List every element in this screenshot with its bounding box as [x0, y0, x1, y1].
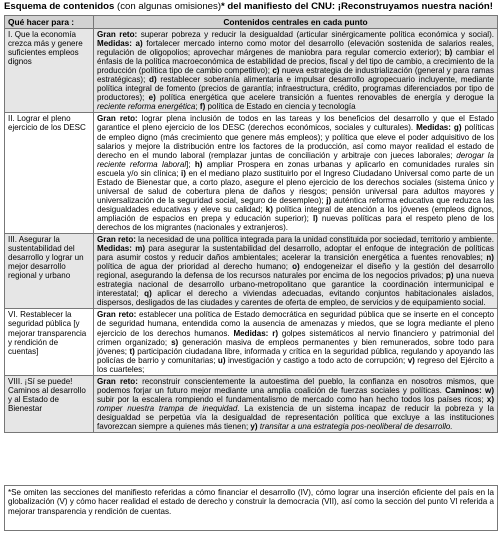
content-text-run: regreso del Ejército a los cuarteles;: [97, 355, 494, 374]
content-bold-run: s): [171, 337, 183, 347]
content-bold-run: v): [407, 355, 418, 365]
content-text-run: lograr plena inclusión de todos en las tareas y los beneficios del desarrollo y que el Estado garantice el pleno ejercicio de los DESC (derechos económicos, sociales y culturales).: [97, 114, 494, 133]
content-bold-run: Gran reto:: [97, 376, 143, 386]
content-bold-run: l): [312, 213, 322, 223]
content-text-run: generación masiva de empleos permanentes y bien remunerados, sobre todo para jóvenes;: [97, 337, 494, 356]
content-bold-run: c): [272, 66, 282, 76]
row-topic: II. Lograr el pleno ejercicio de los DESC: [5, 113, 94, 234]
content-text-run: política de agua der prioridad al derecho humano;: [97, 262, 293, 272]
title-bold-start: Esquema de contenidos: [4, 1, 115, 12]
content-bold-run: y): [250, 421, 260, 431]
content-bold-run: i): [181, 168, 189, 178]
content-text-run: una nueva estrategia nacional de desarrollo urbano-metropolitano que garantice la coordinación intermunicipal e interestatal;: [97, 271, 494, 299]
content-text-run: investigación y castigo a todo acto de corrupción;: [227, 355, 408, 365]
row-content: [94, 234, 498, 309]
content-bold-run: Gran reto:: [97, 310, 139, 320]
content-text-run: establecer una política de Estado democrática en seguridad pública que se inserte en el concepto de seguridad humana, entendida como la ausencia de amenazas y miedos, que se logra mediante el pleno ejercicio de los derechos humanos.: [97, 310, 494, 338]
table-header-row: [5, 16, 498, 29]
content-italic-run: romper nuestra trampa de inequidad: [97, 403, 238, 413]
footnote: *Se omiten las secciones del manifiesto referidas a cómo financiar el desarrollo (IV), cómo lograr una inserción eficiente del país en la globalización (V) y cómo hacer realidad el estado de derecho y construir la democracia (VII), así como la sección del punto VI referida a mejorar transparencia y rendición de cuentas.: [4, 485, 498, 531]
content-bold-run: Gran reto:: [97, 114, 142, 124]
content-text-run: fortalecer mercado interno como motor del desarrollo (elevación sostenida de salarios reales, regulación de oligopolios; aprovechar márgenes de maniobra para regular comercio exterior);: [97, 39, 494, 58]
content-text-run: ];: [186, 159, 195, 169]
content-bold-run: Medidas: a): [97, 39, 147, 49]
content-bold-run: Caminos: w): [445, 385, 494, 395]
content-bold-run: f): [199, 102, 208, 112]
content-bold-run: n): [486, 253, 494, 263]
content-bold-run: Medidas: m): [97, 244, 149, 254]
content-text-run: participación ciudadana libre, informada y crítica en la seguridad pública, regulando y apoyando las policías de barrio y comunitarias;: [97, 346, 494, 365]
content-text-run: política de Estado en ciencia y tecnología: [207, 102, 356, 112]
content-bold-run: Gran reto:: [97, 235, 139, 245]
content-text-run: restablecer soberanía alimentaria e impulsar desarrollo agropecuario incluyente, mediante política integral de fomento (precios de garantía; infraestructura, crédito, programas diferenciados por tipo de productores);: [97, 75, 494, 103]
table-row: [5, 309, 498, 375]
content-text-run: aplicar el derecho a viviendas adecuadas, evitando conjuntos habitacionales aislados, dispersos, desligados de las ciudades y carentes de oferta de empleo, de servicios y de equipamiento social.: [97, 289, 494, 308]
content-italic-run: derogar la reciente reforma laboral: [97, 150, 494, 169]
content-text-run: subir por la escalera rompiendo el fundamentalismo de mercado como han hecho todos los países ricos;: [97, 394, 487, 404]
content-text-run: superar pobreza y reducir la desigualdad (articular sinérgicamente política económica y social).: [140, 30, 495, 39]
content-italic-run: transitar a una estrategia pos-neoliberal de desarrollo.: [259, 421, 453, 431]
table-row: [5, 375, 498, 432]
row-content: [94, 29, 498, 113]
header-left-cell: Qué hacer para :: [5, 16, 94, 29]
row-topic: I. Que la economía crezca más y genere suficientes empleos dignos: [5, 29, 94, 113]
content-text-run: endogeneizar el diseño y la gestión del desarrollo regional, asegurando la defensa de los recursos naturales por encima de los negocios privados;: [97, 262, 494, 281]
table-row: [5, 234, 498, 309]
content-text-run: cambiar el énfasis de la política macroeconómica de estabilidad de precios, fiscal y del tipo de cambio, a crecimiento de la producción (política tipo de cambio competitivo);: [97, 48, 494, 76]
content-bold-run: e): [148, 93, 160, 103]
content-bold-run: j): [326, 195, 334, 205]
contents-table: [4, 15, 498, 433]
content-text-run: golpes sistemáticos al nervio financiero y patrimonial del crimen organizado;: [97, 328, 494, 347]
content-text-run: para asegurar la sustentabilidad del desarrollo, adoptar el enfoque de integración de políticas para asumir costos y reducir daños ambientales; acelerar la transición energética a fuentes renovables;: [97, 244, 494, 263]
content-text-run: en el mediano plazo sustituirlo por el Ingreso Ciudadano Universal como parte de un Estado de Bienestar que, a corto plazo, asegure el pleno ejercicio de los derechos sociales (sistema único y universal de salud de cobertura plena de daños y riesgos; pensión universal para adultos mayores y universalización de la seguridad social, seguro de desempleo);: [97, 168, 494, 205]
title-bold-end: * del manifiesto del CNU: ¡Reconstruyamos nuestra nación!: [221, 1, 493, 12]
content-text-run: nueva estrategia de industrialización (general y para ramas estratégicas);: [97, 66, 494, 85]
content-bold-run: u): [217, 355, 228, 365]
content-text-run: ampliar Prospera en zonas urbanas y aplicarlo en comunidades rurales sin escuela y/o sin clínica;: [97, 159, 494, 178]
document-title: [4, 0, 498, 14]
row-topic: VI. Restablecer la seguridad pública [y mejorar transparencia y rendición de cuentas]: [5, 309, 94, 375]
row-topic: III. Asegurar la sustentabilidad del desarrollo y lograr un mejor desarrollo regional y urbano: [5, 234, 94, 309]
content-bold-run: t): [129, 346, 138, 356]
content-text-run: política energética que acelere transición a fuentes renovables de energía y derogue la: [159, 93, 494, 103]
content-italic-run: reciente reforma energética: [97, 102, 196, 112]
content-text-run: nuevas políticas para el respeto pleno de los derechos de los migrantes (nacionales y extranjeros).: [97, 213, 494, 232]
row-topic: VIII. ¡Sí se puede! Caminos al desarrollo y al Estado de Bienestar: [5, 375, 94, 432]
content-bold-run: p): [445, 271, 457, 281]
content-bold-run: x): [486, 394, 494, 404]
content-text-run: . La existencia de un sistema incapaz de reducir la pobreza y la desigualdad se perpetúa vía la desigualdad de representación política que excluye a las instituciones favorezcan siempre a quienes más tienen;: [97, 403, 494, 431]
row-content: [94, 113, 498, 234]
content-text-run: reconstruir conscientemente la autoestima del pueblo, la confianza en nosotros mismos, que podemos forjar un futuro mejor mediante una amplia coalición de fuerzas sociales y políticas.: [97, 376, 495, 395]
content-text-run: políticas de empleo digno (más crecimiento que genere más empleos); y política que eleve el poder adquisitivo de los salarios y mejore la distribución entre los factores de la producción, así como mayor realidad el estado de derecho en el mundo laboral (remplazar juntas de conciliación y arbitraje con jueces laborales;: [97, 123, 494, 160]
content-text-run: la necesidad de una política integrada para la unidad constituida por sociedad, territorio y ambiente.: [138, 235, 494, 245]
content-bold-run: b): [444, 48, 456, 58]
table-row: [5, 29, 498, 113]
table-row: [5, 113, 498, 234]
content-bold-run: Gran reto:: [97, 30, 141, 39]
content-bold-run: q): [144, 289, 158, 299]
header-right-cell: Contenidos centrales en cada punto: [94, 16, 498, 29]
content-bold-run: k): [265, 204, 277, 214]
row-content: [94, 309, 498, 375]
content-text-run: política integral de atención a los jóvenes (empleos dignos, ampliación de espacios en prepa y educación superior);: [97, 204, 494, 223]
content-bold-run: o): [292, 262, 304, 272]
content-text-run: ;: [195, 102, 200, 112]
content-bold-run: Medidas: g): [416, 123, 465, 133]
row-content: [94, 375, 498, 432]
content-bold-run: Medidas: r): [233, 328, 282, 338]
content-bold-run: h): [194, 159, 207, 169]
content-bold-run: d): [149, 75, 161, 85]
title-normal-part: (con algunas omisiones): [114, 1, 222, 12]
content-text-run: auténtica reforma educativa que reduzca las desigualdades educativas y eleve su calidad;: [97, 195, 494, 214]
